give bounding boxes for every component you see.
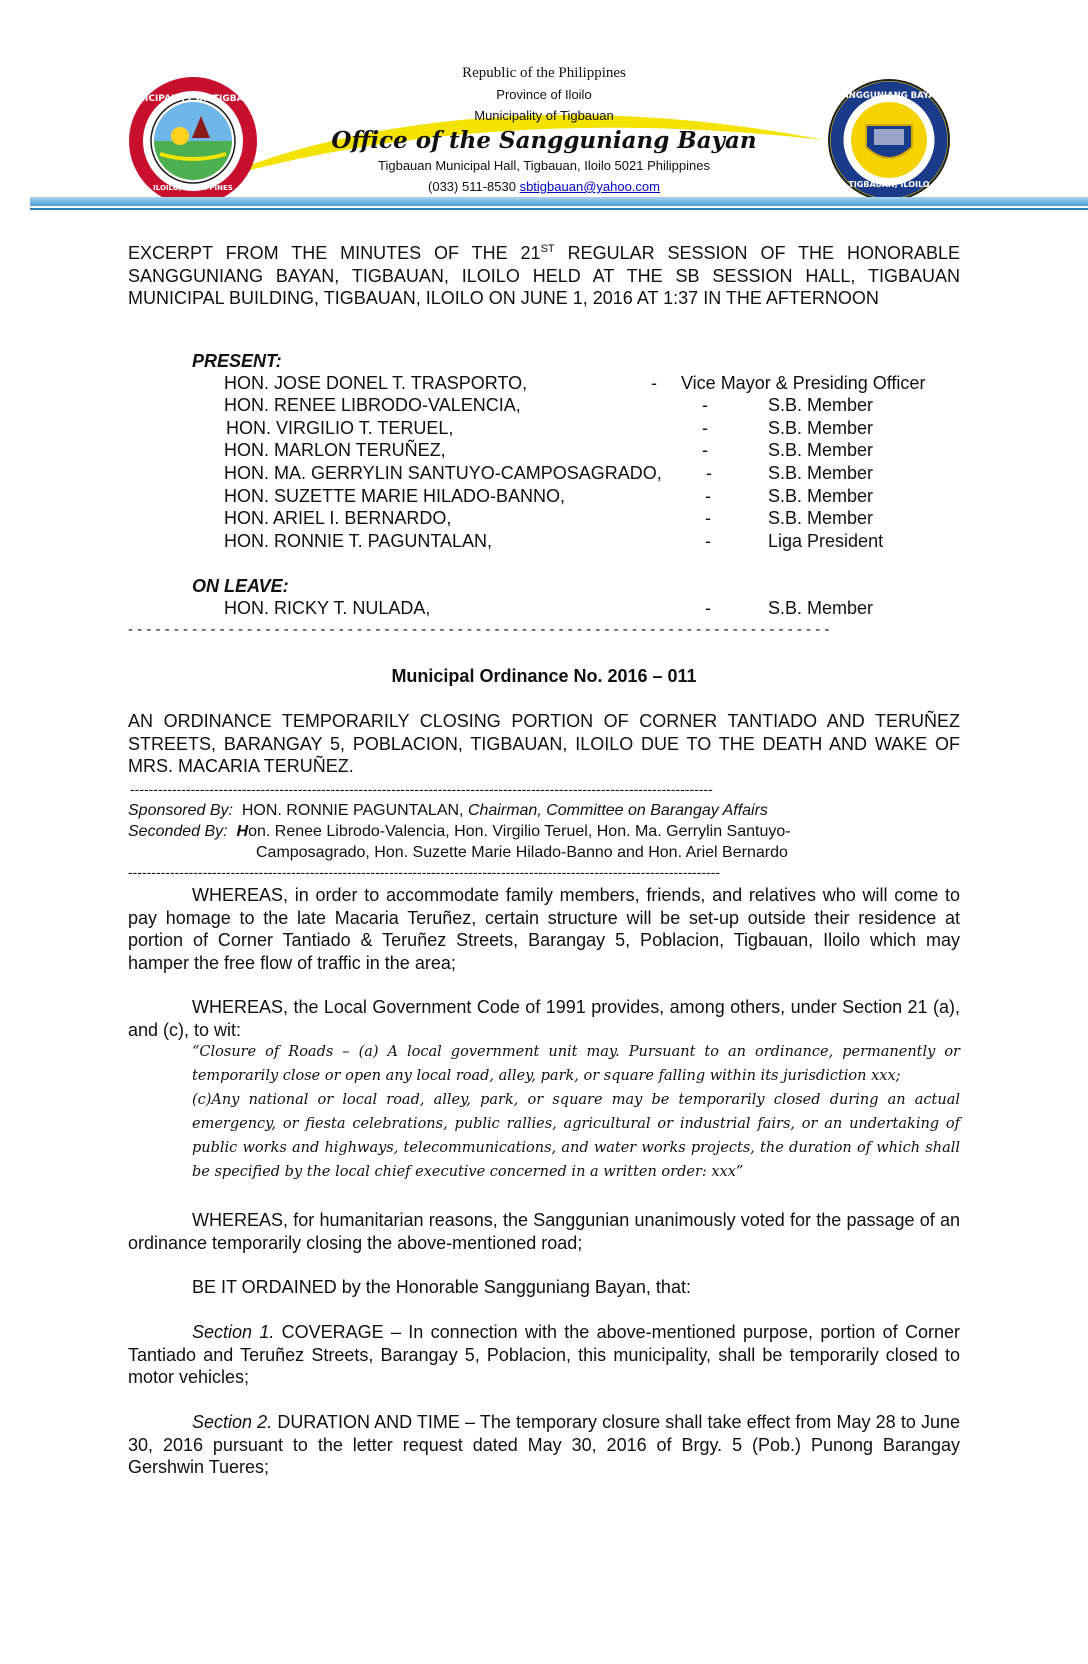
quote-closure-of-roads-a: “Closure of Roads – (a) A local government unit may. Pursuant to an ordinance, permanently or temporarily close or open any local road, alley, park, or square falling within its jurisdiction xxx;: [192, 1044, 960, 1084]
sponsored-label: Sponsored By:: [128, 802, 233, 819]
section-1-label: Section 1.: [192, 1322, 275, 1342]
quote-closure-of-roads-c: (c)Any national or local road, alley, park, or square may be temporarily closed during an actual emergency, or fiesta celebrations, public rallies, agricultural or industrial fairs, or an undertaking of public works and highways, telecommunications, and water works projects, the duration of which shall be specified by the local chief executive concerned in a written order: xxx”: [192, 1092, 960, 1180]
excerpt-part2: REGULAR SESSION OF THE HONORABLE SANGGUNIANG BAYAN, TIGBAUAN, ILOILO HELD AT THE SB SESSION HALL, TIGBAUAN MUNICIPAL BUILDING, TIGBAUAN, ILOILO ON JUNE 1, 2016 AT 1:37 IN THE AFTERNOON: [128, 243, 960, 308]
header-bar-line: [30, 208, 1088, 210]
present-dash: -: [705, 508, 711, 528]
present-role: S.B. Member: [768, 418, 874, 438]
sponsored-role: Chairman, Committee on Barangay Affairs: [467, 802, 768, 819]
seconded-first-letter: H: [236, 823, 249, 840]
header-office-title: Office of the Sangguniang Bayan: [331, 127, 757, 154]
seal-right-top-text: SANGGUNIANG BAYAN: [836, 91, 942, 101]
present-name: HON. VIRGILIO T. TERUEL,: [226, 418, 454, 438]
seal-right-bottom-text: TIGBAUAN, ILOILO: [848, 180, 930, 189]
letterhead: [0, 0, 1088, 215]
seconded-by: [128, 821, 960, 842]
leave-name: HON. RICKY T. NULADA,: [224, 598, 431, 618]
present-role: S.B. Member: [768, 463, 874, 483]
present-name: HON. ARIEL I. BERNARDO,: [224, 508, 452, 528]
header-province: Province of Iloilo: [496, 87, 592, 102]
header-address: Tigbauan Municipal Hall, Tigbauan, Iloilo 5021 Philippines: [378, 158, 710, 173]
leave-role: S.B. Member: [768, 598, 874, 618]
present-dash: -: [706, 463, 712, 483]
present-dash: -: [702, 418, 708, 438]
present-name: HON. RONNIE T. PAGUNTALAN,: [224, 531, 493, 551]
excerpt-part1: EXCERPT FROM THE MINUTES OF THE 21: [128, 243, 541, 263]
present-role: S.B. Member: [768, 440, 874, 460]
present-dash: -: [702, 440, 708, 460]
present-name: HON. MA. GERRYLIN SANTUYO-CAMPOSAGRADO,: [224, 463, 662, 483]
header-municipality: Municipality of Tigbauan: [474, 108, 614, 123]
section-2-label: Section 2.: [192, 1412, 273, 1432]
present-role: Vice Mayor & Presiding Officer: [681, 373, 926, 393]
sponsored-name: HON. RONNIE PAGUNTALAN,: [241, 802, 464, 819]
excerpt-sup: ST: [540, 243, 555, 255]
section-1: [128, 1321, 960, 1389]
seal-left-top-text: MUNICIPALITY OF TIGBAUAN: [121, 94, 265, 104]
present-role: Liga President: [768, 531, 884, 551]
excerpt-heading: [128, 238, 960, 310]
seal-left-bottom-text: ILOILO, PHILIPPINES: [153, 184, 233, 192]
municipality-seal-icon: [121, 78, 265, 204]
ordinance-title: AN ORDINANCE TEMPORARILY CLOSING PORTION OF CORNER TANTIADO AND TERUÑEZ STREETS, BARANGAY 5, POBLACION, TIGBAUAN, ILOILO DUE TO THE DEATH AND WAKE OF MRS. MACARIA TERUÑEZ.: [128, 711, 960, 776]
present-name: HON. RENEE LIBRODO-VALENCIA,: [224, 395, 521, 415]
leave-label: ON LEAVE:: [192, 576, 289, 596]
section-1-text: COVERAGE – In connection with the above-mentioned purpose, portion of Corner Tantiado and Teruñez Streets, Barangay 5, Poblacion, this municipality, shall be temporarily closed to motor vehicles;: [128, 1322, 960, 1387]
sangguniang-bayan-seal-icon: [826, 77, 952, 203]
header-republic: Republic of the Philippines: [462, 65, 626, 81]
whereas-1: WHEREAS, in order to accommodate family members, friends, and relatives who will come to pay homage to the late Macaria Teruñez, certain structure will be set-up outside their residence at portion of Corner Tantiado & Teruñez Streets, Barangay 5, Poblacion, Tigbauan, Iloilo which may hamper the free flow of traffic in the area;: [128, 885, 960, 973]
seconded-label: Seconded By:: [128, 823, 228, 840]
present-name: HON. MARLON TERUÑEZ,: [224, 440, 446, 460]
separator-line: -----------------------------------------------------------------------------------------------------------------------------: [130, 781, 713, 797]
present-dash: -: [702, 395, 708, 415]
header-email-link[interactable]: sbtigbauan@yahoo.com: [519, 179, 660, 194]
seconded-line1: on. Renee Librodo-Valencia, Hon. Virgilio Teruel, Hon. Ma. Gerrylin Santuyo-: [248, 823, 791, 840]
section-2-text: DURATION AND TIME – The temporary closure shall take effect from May 28 to June 30, 2016 pursuant to the letter request dated May 30, 2016 of Brgy. 5 (Pob.) Punong Barangay Gershwin Tueres;: [128, 1412, 960, 1477]
present-dash: -: [651, 373, 657, 393]
section-2: [128, 1411, 960, 1479]
present-role: S.B. Member: [768, 486, 874, 506]
seconded-line2: Camposagrado, Hon. Suzette Marie Hilado-Banno and Hon. Ariel Bernardo: [256, 844, 788, 861]
whereas-3: WHEREAS, for humanitarian reasons, the Sanggunian unanimously voted for the passage of an ordinance temporarily closing the above-mentioned road;: [128, 1210, 960, 1253]
header-phone: (033) 511-8530: [428, 179, 516, 194]
separator-line: -------------------------------------------------------------------------------------------------------------------------------: [128, 864, 721, 880]
present-dash: -: [705, 486, 711, 506]
whereas-2: WHEREAS, the Local Government Code of 1991 provides, among others, under Section 21 (a), and (c), to wit:: [128, 997, 960, 1040]
present-role: S.B. Member: [768, 395, 874, 415]
present-dash: -: [705, 531, 711, 551]
sponsored-by: [128, 800, 960, 821]
leave-dash: -: [705, 598, 711, 618]
present-label: PRESENT:: [192, 351, 282, 371]
header-bar: [30, 197, 1088, 206]
present-name: HON. JOSE DONEL T. TRASPORTO,: [224, 373, 528, 393]
separator-line: - - - - - - - - - - - - - - - - - - - - - - - - - - - - - - - - - - - - - - - - - - - - - - - - - - - - - - - - - - - - - - - - - - - - - - - - - - - - -: [128, 621, 830, 638]
be-it-ordained: BE IT ORDAINED by the Honorable Sangguniang Bayan, that:: [192, 1277, 691, 1297]
present-role: S.B. Member: [768, 508, 874, 528]
ordinance-number: Municipal Ordinance No. 2016 – 011: [391, 666, 697, 686]
header-contact: [244, 179, 844, 194]
present-name: HON. SUZETTE MARIE HILADO-BANNO,: [224, 486, 566, 506]
